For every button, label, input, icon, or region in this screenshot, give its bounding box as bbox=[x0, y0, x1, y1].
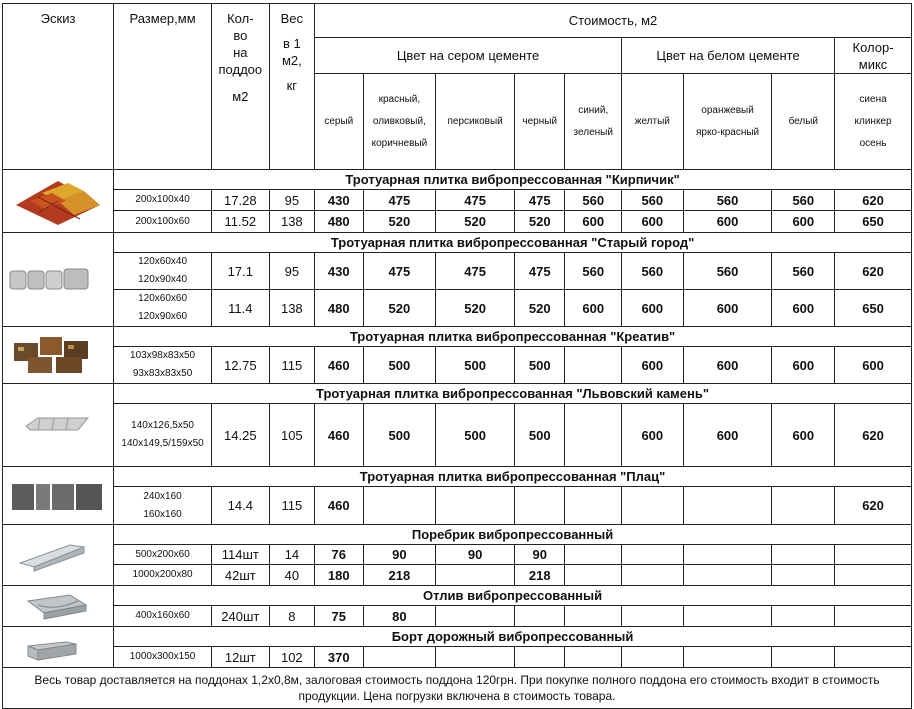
price-cell bbox=[683, 647, 772, 668]
table-row bbox=[3, 253, 912, 290]
price-cell: 600 bbox=[683, 211, 772, 233]
qty-cell: 17.28 bbox=[212, 190, 270, 211]
sketch-cell bbox=[3, 384, 114, 467]
price-cell: 475 bbox=[363, 190, 436, 211]
header-size: Размер,мм bbox=[114, 4, 212, 170]
table-row bbox=[3, 545, 912, 565]
price-cell: 620 bbox=[835, 404, 912, 467]
color-grey: серый bbox=[315, 74, 363, 170]
price-cell: 520 bbox=[363, 211, 436, 233]
price-cell: 500 bbox=[436, 404, 515, 467]
price-cell bbox=[622, 647, 684, 668]
price-cell: 460 bbox=[315, 487, 363, 525]
price-cell: 218 bbox=[514, 565, 564, 586]
price-cell: 90 bbox=[436, 545, 515, 565]
price-cell: 475 bbox=[436, 253, 515, 290]
qty-cell: 114шт bbox=[212, 545, 270, 565]
old-town-paver-icon bbox=[3, 265, 113, 295]
price-cell: 620 bbox=[835, 487, 912, 525]
price-cell: 560 bbox=[683, 253, 772, 290]
price-cell bbox=[683, 606, 772, 627]
color-white: белый bbox=[772, 74, 835, 170]
qty-cell: 12.75 bbox=[212, 347, 270, 384]
weight-cell: 138 bbox=[269, 290, 314, 327]
color-orange: оранжевый ярко-красный bbox=[683, 74, 772, 170]
qty-cell: 11.52 bbox=[212, 211, 270, 233]
color-peach: персиковый bbox=[436, 74, 515, 170]
price-cell: 600 bbox=[683, 404, 772, 467]
price-cell: 560 bbox=[565, 253, 622, 290]
price-cell: 520 bbox=[514, 211, 564, 233]
price-cell: 560 bbox=[683, 190, 772, 211]
header-grey-cement: Цвет на сером цементе bbox=[315, 38, 622, 74]
weight-cell: 102 bbox=[269, 647, 314, 668]
size-cell: 1000x200x80 bbox=[114, 565, 212, 586]
price-cell: 500 bbox=[363, 404, 436, 467]
color-red-olive-brown: красный, оливковый, коричневый bbox=[363, 74, 436, 170]
section-title: Отлив вибропрессованный bbox=[114, 586, 912, 606]
price-cell bbox=[436, 565, 515, 586]
color-blue-green: синий, зеленый bbox=[565, 74, 622, 170]
price-cell bbox=[514, 487, 564, 525]
price-cell: 76 bbox=[315, 545, 363, 565]
price-cell bbox=[565, 606, 622, 627]
price-cell: 475 bbox=[363, 253, 436, 290]
color-yellow: желтый bbox=[622, 74, 684, 170]
price-cell: 180 bbox=[315, 565, 363, 586]
price-cell: 430 bbox=[315, 253, 363, 290]
price-cell: 75 bbox=[315, 606, 363, 627]
plats-paver-icon bbox=[3, 476, 113, 516]
price-cell: 600 bbox=[565, 211, 622, 233]
price-cell bbox=[835, 647, 912, 668]
size-cell: 1000x300x150 bbox=[114, 647, 212, 668]
price-cell bbox=[565, 565, 622, 586]
table-row bbox=[3, 647, 912, 668]
price-cell: 520 bbox=[436, 211, 515, 233]
price-cell: 600 bbox=[772, 211, 835, 233]
price-cell: 430 bbox=[315, 190, 363, 211]
section-title: Поребрик вибропрессованный bbox=[114, 525, 912, 545]
size-cell: 103x98x83x50 93x83x83x50 bbox=[114, 347, 212, 384]
price-cell: 560 bbox=[772, 190, 835, 211]
price-cell bbox=[622, 545, 684, 565]
price-cell bbox=[683, 487, 772, 525]
sketch-cell bbox=[3, 467, 114, 525]
weight-cell: 115 bbox=[269, 347, 314, 384]
price-cell: 80 bbox=[363, 606, 436, 627]
price-cell: 500 bbox=[363, 347, 436, 384]
header-weight: Вес в 1 м2, кг bbox=[269, 4, 314, 170]
price-cell: 600 bbox=[622, 211, 684, 233]
price-cell: 560 bbox=[622, 190, 684, 211]
color-black: черный bbox=[514, 74, 564, 170]
size-cell: 240x160 160x160 bbox=[114, 487, 212, 525]
price-cell: 520 bbox=[514, 290, 564, 327]
road-border-icon bbox=[3, 630, 113, 664]
section-title: Тротуарная плитка вибропрессованная "Креатив" bbox=[114, 327, 912, 347]
table-row bbox=[3, 487, 912, 525]
table-row bbox=[3, 190, 912, 211]
weight-cell: 14 bbox=[269, 545, 314, 565]
price-cell: 460 bbox=[315, 347, 363, 384]
qty-cell: 14.25 bbox=[212, 404, 270, 467]
drain-channel-icon bbox=[3, 589, 113, 623]
color-mix: сиена клинкер осень bbox=[835, 74, 912, 170]
size-cell: 500x200x60 bbox=[114, 545, 212, 565]
qty-cell: 42шт bbox=[212, 565, 270, 586]
price-cell: 620 bbox=[835, 190, 912, 211]
header-qty: Кол- во на поддоо м2 bbox=[212, 4, 270, 170]
header-white-cement: Цвет на белом цементе bbox=[622, 38, 835, 74]
price-cell bbox=[772, 606, 835, 627]
price-cell: 520 bbox=[363, 290, 436, 327]
price-cell: 475 bbox=[514, 190, 564, 211]
price-cell: 650 bbox=[835, 290, 912, 327]
price-cell: 460 bbox=[315, 404, 363, 467]
table-row bbox=[3, 404, 912, 467]
price-cell: 500 bbox=[514, 404, 564, 467]
weight-cell: 105 bbox=[269, 404, 314, 467]
price-cell bbox=[622, 565, 684, 586]
table-row bbox=[3, 606, 912, 627]
sketch-cell bbox=[3, 627, 114, 668]
sketch-cell bbox=[3, 525, 114, 586]
price-cell bbox=[436, 647, 515, 668]
price-cell bbox=[565, 487, 622, 525]
sketch-cell bbox=[3, 586, 114, 627]
price-cell bbox=[436, 606, 515, 627]
price-cell bbox=[772, 647, 835, 668]
price-cell bbox=[363, 487, 436, 525]
weight-cell: 138 bbox=[269, 211, 314, 233]
sketch-cell bbox=[3, 233, 114, 327]
price-cell: 560 bbox=[565, 190, 622, 211]
price-cell bbox=[514, 606, 564, 627]
size-cell: 400x160x60 bbox=[114, 606, 212, 627]
price-cell: 520 bbox=[436, 290, 515, 327]
weight-cell: 8 bbox=[269, 606, 314, 627]
price-cell bbox=[565, 347, 622, 384]
table-row bbox=[3, 347, 912, 384]
curb-stone-icon bbox=[3, 537, 113, 573]
price-cell bbox=[363, 647, 436, 668]
price-cell: 650 bbox=[835, 211, 912, 233]
price-cell bbox=[835, 545, 912, 565]
table-row bbox=[3, 565, 912, 586]
price-cell bbox=[772, 487, 835, 525]
sketch-cell bbox=[3, 170, 114, 233]
header-colormix: Колор- микс bbox=[835, 38, 912, 74]
price-cell bbox=[683, 545, 772, 565]
weight-cell: 95 bbox=[269, 190, 314, 211]
price-cell: 475 bbox=[514, 253, 564, 290]
size-cell: 200x100x40 bbox=[114, 190, 212, 211]
price-cell: 218 bbox=[363, 565, 436, 586]
header-cost: Стоимость, м2 bbox=[315, 4, 912, 38]
sketch-cell bbox=[3, 327, 114, 384]
price-cell bbox=[772, 545, 835, 565]
lviv-stone-paver-icon bbox=[3, 412, 113, 438]
price-cell: 480 bbox=[315, 290, 363, 327]
table-row bbox=[3, 211, 912, 233]
price-cell: 600 bbox=[772, 290, 835, 327]
price-cell bbox=[835, 606, 912, 627]
price-cell: 480 bbox=[315, 211, 363, 233]
price-cell: 370 bbox=[315, 647, 363, 668]
section-title: Тротуарная плитка вибропрессованная "Плац" bbox=[114, 467, 912, 487]
weight-cell: 40 bbox=[269, 565, 314, 586]
price-cell bbox=[565, 404, 622, 467]
size-cell: 140x126,5x50 140x149,5/159x50 bbox=[114, 404, 212, 467]
weight-cell: 115 bbox=[269, 487, 314, 525]
size-cell: 120x60x60 120x90x60 bbox=[114, 290, 212, 327]
price-cell: 600 bbox=[772, 347, 835, 384]
brick-paver-icon bbox=[3, 175, 113, 227]
price-cell bbox=[683, 565, 772, 586]
price-cell: 600 bbox=[565, 290, 622, 327]
price-cell bbox=[436, 487, 515, 525]
size-cell: 120x60x40 120x90x40 bbox=[114, 253, 212, 290]
price-cell: 600 bbox=[622, 347, 684, 384]
footer-note: Весь товар доставляется на поддонах 1,2х0,8м, залоговая стоимость поддона 120грн. При покупке полного поддона его стоимость входит в стоимость продукции. Цена погрузки включена в стоимость товара. bbox=[3, 668, 912, 709]
price-table bbox=[2, 3, 912, 709]
qty-cell: 11.4 bbox=[212, 290, 270, 327]
price-cell: 600 bbox=[622, 404, 684, 467]
price-cell: 620 bbox=[835, 253, 912, 290]
price-cell: 560 bbox=[772, 253, 835, 290]
price-cell: 560 bbox=[622, 253, 684, 290]
price-cell: 600 bbox=[835, 347, 912, 384]
price-cell: 475 bbox=[436, 190, 515, 211]
qty-cell: 12шт bbox=[212, 647, 270, 668]
section-title: Тротуарная плитка вибропрессованная "Старый город" bbox=[114, 233, 912, 253]
qty-cell: 240шт bbox=[212, 606, 270, 627]
price-cell: 500 bbox=[514, 347, 564, 384]
price-cell: 600 bbox=[622, 290, 684, 327]
section-title: Тротуарная плитка вибропрессованная "Львовский камень" bbox=[114, 384, 912, 404]
price-cell bbox=[565, 545, 622, 565]
price-cell: 500 bbox=[436, 347, 515, 384]
creative-paver-icon bbox=[3, 333, 113, 377]
price-cell: 600 bbox=[772, 404, 835, 467]
price-cell bbox=[772, 565, 835, 586]
qty-cell: 17.1 bbox=[212, 253, 270, 290]
price-cell bbox=[565, 647, 622, 668]
price-cell bbox=[622, 606, 684, 627]
table-row bbox=[3, 290, 912, 327]
price-cell bbox=[514, 647, 564, 668]
price-cell: 600 bbox=[683, 290, 772, 327]
weight-cell: 95 bbox=[269, 253, 314, 290]
price-cell bbox=[835, 565, 912, 586]
price-cell: 90 bbox=[514, 545, 564, 565]
section-title: Тротуарная плитка вибропрессованная "Кирпичик" bbox=[114, 170, 912, 190]
qty-cell: 14.4 bbox=[212, 487, 270, 525]
size-cell: 200x100x60 bbox=[114, 211, 212, 233]
header-sketch: Эскиз bbox=[3, 4, 114, 170]
section-title: Борт дорожный вибропрессованный bbox=[114, 627, 912, 647]
price-cell: 600 bbox=[683, 347, 772, 384]
price-cell: 90 bbox=[363, 545, 436, 565]
price-cell bbox=[622, 487, 684, 525]
